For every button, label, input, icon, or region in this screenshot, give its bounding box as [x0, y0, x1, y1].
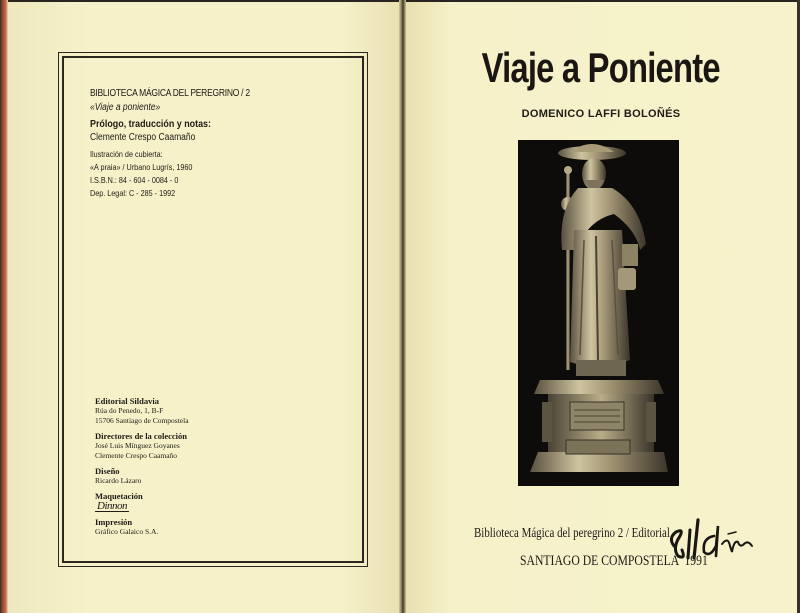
- isbn: I.S.B.N.: 84 - 604 - 0084 - 0: [90, 175, 179, 185]
- cover-label: Ilustración de cubierta:: [90, 149, 163, 159]
- series-line: BIBLIOTECA MÁGICA DEL PEREGRINO / 2: [90, 88, 250, 99]
- book-author: DOMENICO LAFFI BOLOÑÉS: [521, 108, 681, 120]
- designer: Ricardo Lázaro: [95, 476, 142, 485]
- directors-heading: Directores de la colección: [95, 431, 187, 441]
- colophon-block: [90, 88, 278, 198]
- credits-block: [95, 396, 189, 537]
- prologue-author: Clemente Crespo Caamaño: [90, 132, 196, 143]
- publisher-heading: Editorial Sildavia: [95, 396, 159, 406]
- director-2: Clemente Crespo Caamaño: [95, 451, 178, 460]
- design-heading: Diseño: [95, 466, 120, 476]
- cover-credit: «A praia» / Urbano Lugrís, 1960: [90, 162, 193, 172]
- book-title-line: «Viaje a poniente»: [90, 102, 161, 113]
- book-edge-left: [0, 0, 8, 613]
- pilgrim-statue-photo: [518, 140, 679, 486]
- publisher-address-1: Rúa do Penedo, 1, B-F: [95, 406, 164, 415]
- printer: Gráfico Galaico S.A.: [95, 527, 159, 536]
- prologue-heading: Prólogo, traducción y notas:: [90, 118, 212, 130]
- layout-heading: Maquetación: [95, 491, 143, 501]
- printing-heading: Impresión: [95, 517, 133, 527]
- book-title: Viaje a Poniente: [481, 44, 721, 91]
- publisher-address-2: 15706 Santiago de Compostela: [95, 416, 189, 425]
- legal-deposit: Dep. Legal: C - 285 - 1992: [90, 188, 176, 198]
- layout-studio-logo: Dinnon: [97, 500, 127, 512]
- footer-place-year: SANTIAGO DE COMPOSTELA 1991: [520, 553, 708, 569]
- director-1: José Luis Mínguez Goyanes: [95, 441, 180, 450]
- footer-series-line: Biblioteca Mágica del peregrino 2 / Editorial: [474, 526, 670, 541]
- pilgrim-statue-illustration: [518, 140, 679, 486]
